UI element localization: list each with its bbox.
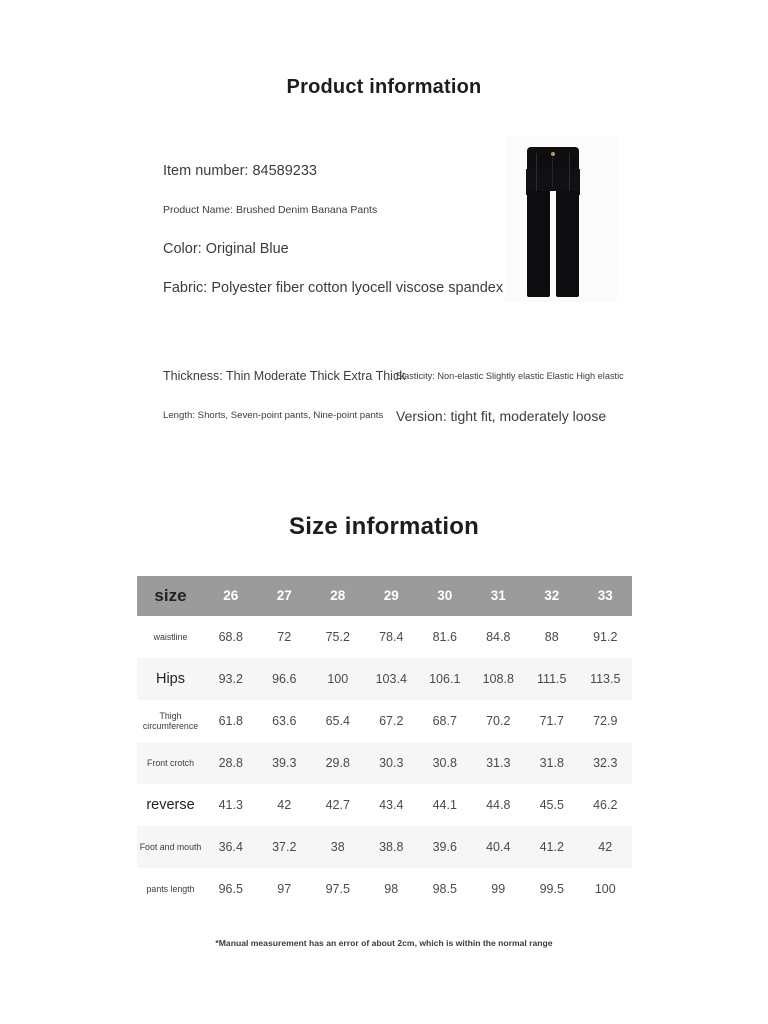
jeans-right-leg <box>556 191 579 297</box>
size-table-row <box>137 784 632 826</box>
size-table-header <box>137 576 632 616</box>
row-label: Foot and mouth <box>139 841 202 852</box>
size-chart-table <box>137 576 632 910</box>
measurement-cell: 75.2 <box>325 629 350 644</box>
measurement-cell: 31.3 <box>486 755 511 770</box>
measurement-cell: 46.2 <box>593 797 618 812</box>
measurement-cell: 111.5 <box>537 671 567 686</box>
measurement-cell: 71.7 <box>539 713 564 728</box>
measurement-cell: 99 <box>491 881 506 896</box>
measurement-cell: 42 <box>277 797 292 812</box>
measurement-cell: 42.7 <box>325 797 350 812</box>
measurement-cell: 113.5 <box>590 671 621 686</box>
measurement-cell: 100 <box>327 671 349 686</box>
jeans-left-leg <box>527 191 550 297</box>
jeans-inseam-gap <box>550 191 556 297</box>
measurement-cell: 44.8 <box>486 797 511 812</box>
measurement-cell: 36.4 <box>218 839 243 854</box>
measurement-cell: 32.3 <box>593 755 618 770</box>
measurement-cell: 68.7 <box>432 713 457 728</box>
size-table-row <box>137 826 632 868</box>
measurement-cell: 42 <box>598 839 613 854</box>
measurement-cell: 106.1 <box>429 671 461 686</box>
measurement-cell: 43.4 <box>379 797 404 812</box>
measurement-cell: 41.2 <box>539 839 564 854</box>
size-table-row <box>137 700 632 742</box>
jeans-button-icon <box>551 152 555 156</box>
measurement-cell: 98.5 <box>432 881 457 896</box>
column-header-28: 28 <box>330 588 346 604</box>
spec-product-name: Product Name: Brushed Denim Banana Pants <box>163 204 378 216</box>
row-label: waistline <box>153 631 188 642</box>
attribute-elasticity: Elasticity: Non-elastic Slightly elastic Elastic High elastic <box>396 371 624 381</box>
measurement-cell: 38 <box>330 839 345 854</box>
measurement-cell: 63.6 <box>272 713 297 728</box>
measurement-cell: 44.1 <box>432 797 457 812</box>
attribute-length: Length: Shorts, Seven-point pants, Nine-point pants <box>163 410 384 421</box>
attribute-version: Version: tight fit, moderately loose <box>396 408 607 424</box>
size-information-title: Size information <box>289 513 479 540</box>
size-table-row <box>137 742 632 784</box>
size-table-row <box>137 658 632 700</box>
measurement-cell: 81.6 <box>432 629 457 644</box>
measurement-cell: 78.4 <box>379 629 404 644</box>
spec-item-number: Item number: 84589233 <box>163 163 317 179</box>
measurement-cell: 88 <box>544 629 559 644</box>
measurement-cell: 40.4 <box>486 839 511 854</box>
attribute-thickness: Thickness: Thin Moderate Thick Extra Thick <box>163 369 406 383</box>
measurement-cell: 103.4 <box>375 671 407 686</box>
jeans-fly-seam <box>552 157 553 187</box>
row-label: reverse <box>146 796 195 813</box>
spec-fabric: Fabric: Polyester fiber cotton lyocell viscose spandex <box>163 280 504 296</box>
jeans-seam-left <box>536 153 537 191</box>
measurement-cell: 108.8 <box>482 671 514 686</box>
column-header-29: 29 <box>383 588 399 604</box>
product-information-title: Product information <box>286 76 482 98</box>
size-table-header-row <box>137 576 632 616</box>
measurement-cell: 96.6 <box>272 671 297 686</box>
measurement-cell: 93.2 <box>218 671 243 686</box>
measurement-cell: 29.8 <box>325 755 350 770</box>
measurement-cell: 30.8 <box>432 755 457 770</box>
measurement-cell: 41.3 <box>218 797 243 812</box>
measurement-cell: 65.4 <box>325 713 350 728</box>
column-header-26: 26 <box>223 588 239 604</box>
measurement-cell: 30.3 <box>379 755 404 770</box>
size-table-row <box>137 868 632 910</box>
measurement-cell: 70.2 <box>486 713 511 728</box>
row-label: Thigh circumference <box>142 710 199 731</box>
measurement-cell: 61.8 <box>218 713 243 728</box>
measurement-cell: 39.6 <box>432 839 457 854</box>
measurement-cell: 100 <box>594 881 616 896</box>
measurement-cell: 72 <box>277 629 292 644</box>
measurement-cell: 67.2 <box>379 713 404 728</box>
measurement-cell: 72.9 <box>593 713 618 728</box>
measurement-footnote: *Manual measurement has an error of about 2cm, which is within the normal range <box>215 938 553 948</box>
row-label: pants length <box>146 883 195 894</box>
column-header-32: 32 <box>544 588 560 604</box>
size-table-row <box>137 616 632 658</box>
column-header-31: 31 <box>490 588 506 604</box>
measurement-cell: 45.5 <box>539 797 564 812</box>
measurement-cell: 98 <box>384 881 399 896</box>
product-photo <box>505 136 617 302</box>
row-label: Hips <box>155 670 185 687</box>
row-label: Front crotch <box>147 757 194 768</box>
jeans-seam-right <box>569 153 570 191</box>
measurement-cell: 37.2 <box>272 839 297 854</box>
size-table-body <box>137 616 632 910</box>
measurement-cell: 99.5 <box>539 881 564 896</box>
spec-color: Color: Original Blue <box>163 241 289 257</box>
measurement-cell: 96.5 <box>218 881 243 896</box>
column-header-size: size <box>154 586 187 606</box>
measurement-cell: 97.5 <box>325 881 350 896</box>
measurement-cell: 91.2 <box>593 629 618 644</box>
measurement-cell: 39.3 <box>272 755 297 770</box>
measurement-cell: 84.8 <box>486 629 511 644</box>
measurement-cell: 28.8 <box>218 755 243 770</box>
column-header-27: 27 <box>276 588 292 604</box>
column-header-33: 33 <box>597 588 613 604</box>
measurement-cell: 68.8 <box>218 629 243 644</box>
measurement-cell: 97 <box>277 881 292 896</box>
column-header-30: 30 <box>437 588 453 604</box>
jeans-illustration <box>522 147 584 297</box>
measurement-cell: 38.8 <box>379 839 404 854</box>
measurement-cell: 31.8 <box>539 755 564 770</box>
